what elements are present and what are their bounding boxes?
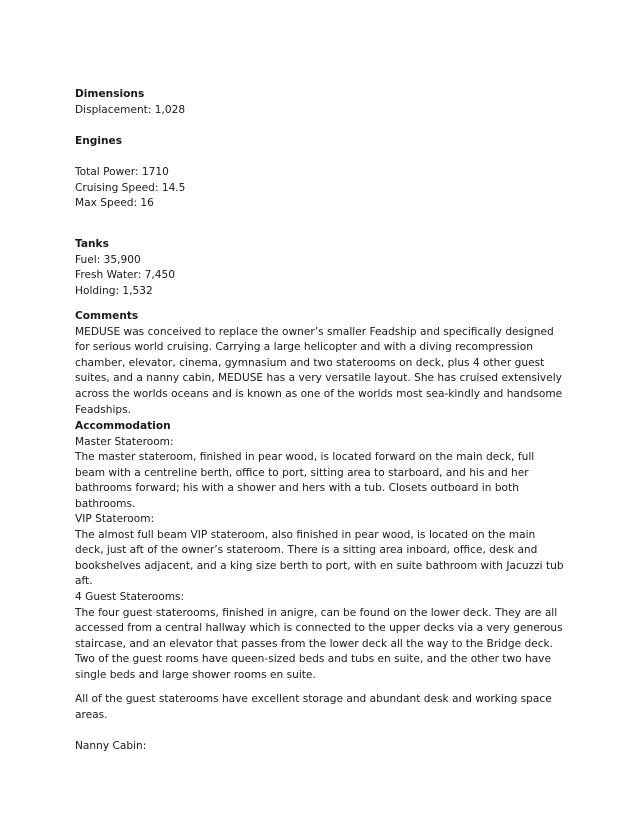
vip-stateroom-line: deck, just aft of the owner’s stateroom. There is a sitting area inboard, office, desk and <box>75 544 538 557</box>
tanks-section <box>75 237 575 299</box>
displacement-line: Displacement: 1,028 <box>75 103 186 116</box>
comments-line: MEDUSE was conceived to replace the owner’s smaller Feadship and specifically designed <box>75 325 554 338</box>
holding-line: Holding: 1,532 <box>75 284 153 297</box>
dimensions-section <box>75 87 575 118</box>
accommodation-heading: Accommodation <box>75 420 171 432</box>
accommodation-section <box>75 419 575 513</box>
comments-line: for serious world cruising. Carrying a large helicopter and with a diving recompression <box>75 341 533 354</box>
vip-stateroom-title: VIP Stateroom: <box>75 513 155 525</box>
vip-stateroom-line: The almost full beam VIP stateroom, also finished in pear wood, is located on the main <box>75 528 536 541</box>
comments-line: Feadships. <box>75 403 132 416</box>
master-stateroom-line: bathrooms forward; his with a shower and hers with a tub. Closets outboard in both <box>75 482 519 495</box>
guest-staterooms-line: The four guest staterooms, finished in anigre, can be found on the lower deck. They are all <box>75 606 558 619</box>
cruising-speed-line: Cruising Speed: 14.5 <box>75 181 186 194</box>
vip-stateroom-line: bookshelves adjacent, and a king size berth to port, with en suite bathroom with Jacuzzi tub <box>75 559 564 572</box>
nanny-cabin-title: Nanny Cabin: <box>75 740 147 752</box>
nanny-cabin-section <box>75 739 575 755</box>
comments-line: chamber, elevator, cinema, gymnasium and two staterooms on deck, plus 4 other guest <box>75 356 545 369</box>
comments-line: across the worlds oceans and is known as one of the worlds most sea-kindly and handsome <box>75 387 563 400</box>
comments-line: suites, and a nanny cabin, MEDUSE has a very versatile layout. She has cruised extensively <box>75 372 562 385</box>
tanks-heading: Tanks <box>75 238 109 250</box>
master-stateroom-title: Master Stateroom: <box>75 435 174 448</box>
master-stateroom-line: bathrooms. <box>75 497 136 510</box>
comments-heading: Comments <box>75 310 139 322</box>
engines-section <box>75 134 575 150</box>
guest-staterooms-line: staircase, and an elevator that passes from the lower deck all the way to the Bridge deck. <box>75 637 554 650</box>
max-speed-line: Max Speed: 16 <box>75 197 154 210</box>
storage-line: areas. <box>75 708 108 721</box>
total-power-line: Total Power: 1710 <box>75 166 169 178</box>
vip-stateroom-line: aft. <box>75 575 93 588</box>
storage-line: All of the guest staterooms have excellent storage and abundant desk and working space <box>75 693 552 705</box>
guest-staterooms-section <box>75 590 575 684</box>
storage-section <box>75 692 575 723</box>
engines-details <box>75 165 575 212</box>
master-stateroom-line: The master stateroom, finished in pear wood, is located forward on the main deck, full <box>75 451 535 464</box>
guest-staterooms-line: Two of the guest rooms have queen-sized beds and tubs en suite, and the other two have <box>75 653 551 666</box>
fresh-water-line: Fresh Water: 7,450 <box>75 269 175 282</box>
fuel-line: Fuel: 35,900 <box>75 253 141 266</box>
comments-section <box>75 309 575 418</box>
vip-stateroom-section <box>75 512 575 590</box>
guest-staterooms-line: single beds and large shower rooms en suite. <box>75 668 316 681</box>
guest-staterooms-line: accessed from a central hallway which is connected to the upper decks via a very generous <box>75 622 563 635</box>
dimensions-heading: Dimensions <box>75 88 145 100</box>
master-stateroom-line: beam with a centreline berth, office to port, sitting area to starboard, and his and her <box>75 466 529 479</box>
engines-heading: Engines <box>75 135 123 147</box>
guest-staterooms-title: 4 Guest Staterooms: <box>75 591 185 603</box>
